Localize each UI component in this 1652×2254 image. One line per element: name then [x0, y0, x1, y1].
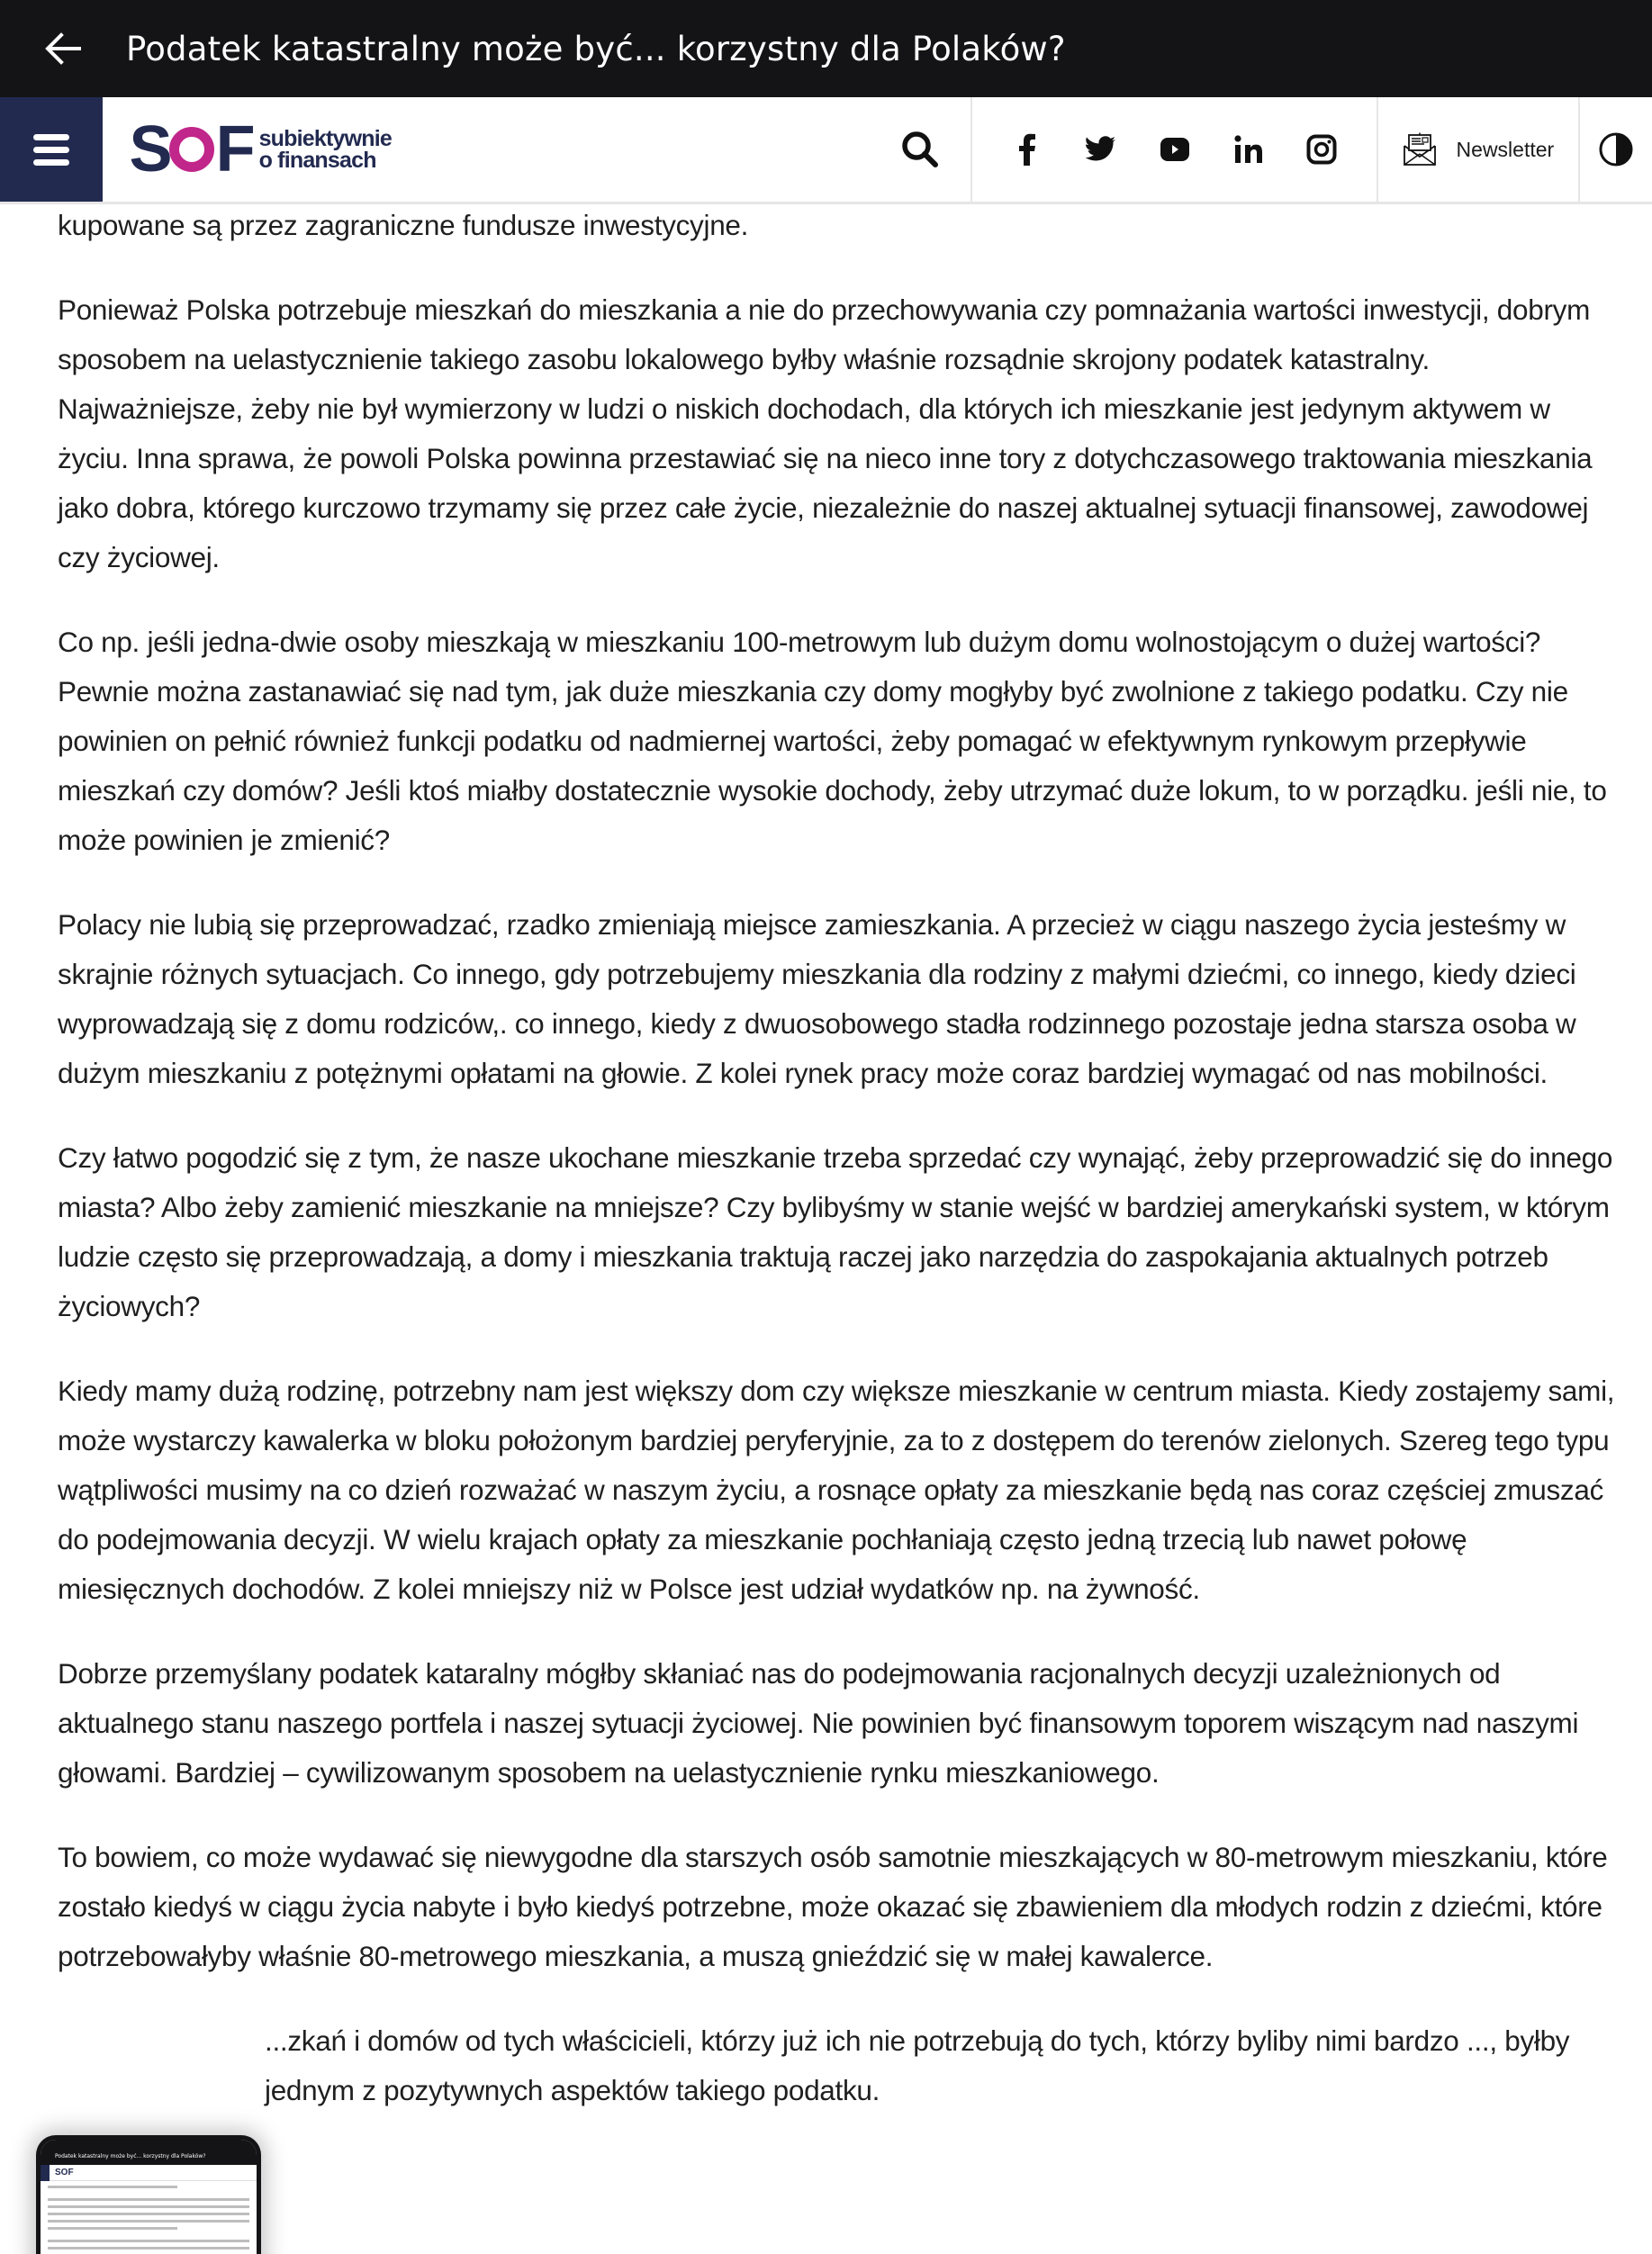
site-logo[interactable] [103, 97, 869, 202]
thumbnail-site-header [41, 2165, 257, 2181]
article-paragraph: Dobrze przemyślany podatek kataralny mógłby skłaniać nas do podejmowania racjonalnych decyzji uzależnionych od aktualnego stanu naszego portfela i naszej sytuacji życiowej. Nie powinien być finansowym toporem wiszącym nad naszymi głowami. Bardziej – cywilizowanym sposobem na uelastycznienie rynku mieszkaniowego. [58, 1657, 1579, 1789]
facebook-link[interactable] [1000, 122, 1054, 176]
arrow-left-icon [45, 32, 81, 65]
youtube-icon [1160, 137, 1190, 162]
search-button[interactable] [869, 97, 971, 202]
logo-mark: S F [129, 113, 250, 185]
article-paragraph: To bowiem, co może wydawać się niewygodne dla starszych osób samotnie mieszkających w 80-metrowym mieszkaniu, które zostało kiedyś w ciągu życia nabyte i było kiedyś potrzebne, może okazać się zbawieniem dla młodych rodzin z dziećmi, które potrzebowałyby właśnie 80-metrowego mieszkania, a muszą gnieździć się w małej kawalerce. [58, 1841, 1608, 1972]
newsletter-button[interactable] [1377, 97, 1577, 202]
site-header [0, 97, 1652, 204]
twitter-icon [1086, 136, 1116, 163]
youtube-link[interactable] [1148, 122, 1202, 176]
social-links [970, 97, 1377, 202]
thumbnail-logo: SOF [55, 2168, 74, 2177]
contrast-toggle[interactable] [1578, 97, 1652, 202]
article-paragraph: Kiedy mamy dużą rodzinę, potrzebny nam jest większy dom czy większe mieszkanie w centrum miasta. Kiedy zostajemy sami, może wystarczy kawalerka w bloku położonym bardziej peryferyjnie, za to z dostępem do terenów zielonych. Szereg tego typu wątpliwości musimy na co dzień rozważać w naszym życiu, a rosnące opłaty za mieszkanie będą nas coraz częściej zmuszać do podejmowania decyzji. W wielu krajach opłaty za mieszkanie pochłaniają często jedną trzecią lub nawet połowę miesięcznych dochodów. Z kolei mniejszy niż w Polsce jest udział wydatków np. na żywność. [58, 1375, 1615, 1605]
article-paragraph: Ponieważ Polska potrzebuje mieszkań do mieszkania a nie do przechowywania czy pomnażania wartości inwestycji, dobrym sposobem na uelastycznienie takiego zasobu lokalowego byłby właśnie rozsądnie skrojony podatek katastralny. Najważniejsze, żeby nie był wymierzony w ludzi o niskich dochodach, dla których ich mieszkanie jest jedynym aktywem w życiu. Inna sprawa, że powoli Polska powinna przestawiać się na nieco inne tory z dotychczasowego traktowania mieszkania jako dobra, którego kurczowo trzymamy się przez całe życie, niezależnie do naszej aktualnej sytuacji finansowej, zawodowej czy życiowej. [58, 293, 1593, 573]
article-body [58, 204, 1615, 2150]
linkedin-link[interactable] [1222, 122, 1276, 176]
app-bar [0, 0, 1652, 97]
instagram-link[interactable] [1295, 122, 1349, 176]
article-paragraph: Polacy nie lubią się przeprowadzać, rzadko zmieniają miejsce zamieszkania. A przecież w ciągu naszego życia jesteśmy w skrajnie różnych sytuacjach. Co innego, gdy potrzebujemy mieszkania dla rodziny z małymi dziećmi, co innego, kiedy dzieci wyprowadzają się z domu rodziców,. co innego, kiedy z dwuosobowego stadła rodzinnego pozostaje jedna starsza osoba w dużym mieszkaniu z potężnymi opłatami na głowie. Z kolei rynek pracy może coraz bardziej wymagać od nas mobilności. [58, 908, 1576, 1089]
article-paragraph: ...zkań i domów od tych właścicieli, którzy już ich nie potrzebują do tych, którzy byliby nimi bardzo ..., byłby jednym z pozytywnych aspektów takiego podatku. [265, 2024, 1570, 2106]
contrast-toggle-icon [1598, 131, 1634, 167]
thumbnail-title: Podatek katastralny może być... korzystny dla Polaków? [41, 2149, 257, 2165]
back-button[interactable] [0, 0, 126, 97]
hamburger-icon [33, 134, 69, 166]
envelope-newsletter-icon [1403, 132, 1437, 167]
twitter-link[interactable] [1074, 122, 1128, 176]
search-icon [900, 130, 940, 169]
article-paragraph: kupowane są przez zagraniczne fundusze inwestycyjne. [58, 209, 749, 241]
newsletter-label: Newsletter [1456, 137, 1555, 161]
logo-tagline: subiektywnie o finansach [258, 126, 392, 173]
article-paragraph: Co np. jeśli jedna-dwie osoby mieszkają w mieszkaniu 100-metrowym lub dużym domu wolnostojącym o dużej wartości? Pewnie można zastanawiać się nad tym, jak duże mieszkania czy domy mogłyby być zwolnione z takiego podatku. Czy nie powinien on pełnić również funkcji podatku od nadmiernej wartości, żeby pomagać w efektywnym rynkowym przepływie mieszkań czy domów? Jeśli ktoś miałby dostatecznie wysokie dochody, żeby utrzymać duże lokum, to w porządku. jeśli nie, to może powinien je zmienić? [58, 626, 1607, 856]
instagram-icon [1306, 134, 1337, 165]
article-paragraph: Czy łatwo pogodzić się z tym, że nasze ukochane mieszkanie trzeba sprzedać czy wynająć, żeby przeprowadzić się do innego miasta? Albo żeby zamienić mieszkanie na mniejsze? Czy bylibyśmy w stanie wejść w bardziej amerykański system, w którym ludzie często się przeprowadzają, a domy i mieszkania traktują raczej jako narzędzia do zaspokajania aktualnych potrzeb życiowych? [58, 1141, 1613, 1322]
thumbnail-status-bar [41, 2140, 257, 2149]
facebook-icon [1017, 133, 1037, 166]
linkedin-icon [1233, 134, 1264, 165]
page-title: Podatek katastralny może być... korzystny dla Polaków? [126, 29, 1066, 68]
menu-button[interactable] [0, 97, 103, 202]
screenshot-thumbnail[interactable] [36, 2135, 261, 2254]
logo-o-ring [169, 127, 214, 172]
